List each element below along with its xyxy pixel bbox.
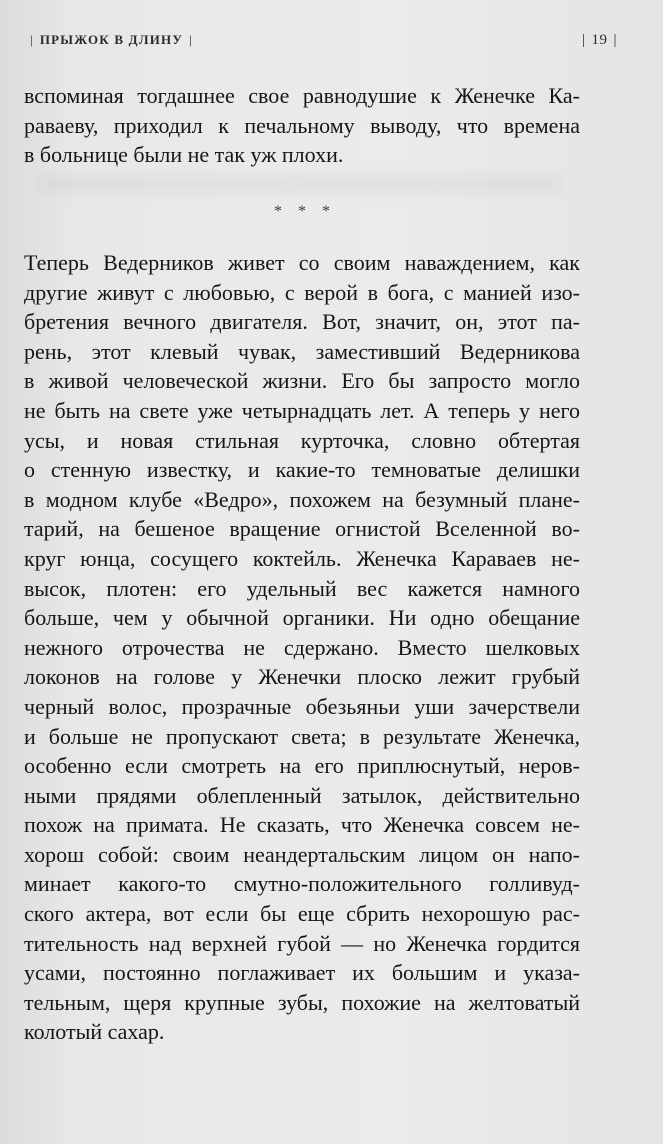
text-line: черный волос, прозрачные обезьяньи уши зачерствели	[24, 693, 580, 719]
text-line: усы, и новая стильная курточка, словно обтертая	[24, 427, 580, 453]
header-divider: |	[613, 32, 617, 48]
text-line: и больше не пропускают света; в результате Женечка,	[24, 723, 580, 749]
text-line: нежного отрочества не сдержано. Вместо шелковых	[24, 634, 580, 660]
text-line: хорош собой: своим неандертальским лицом он напо-	[24, 841, 580, 867]
text-line: больше, чем у обычной органики. Ни одно обещание	[24, 605, 580, 631]
text-line: похож на примата. Не сказать, что Женечка совсем не-	[24, 812, 580, 838]
text-line: в больнице были не так уж плохи.	[24, 142, 344, 168]
page-number-block	[576, 32, 623, 49]
text-line: бретения вечного двигателя. Вот, значит, он, этот па-	[24, 309, 580, 335]
bleed-through-shadow	[40, 176, 560, 192]
text-line: ными прядями облепленный затылок, действительно	[24, 782, 580, 808]
text-line: в модном клубе «Ведро», похожем на безумный плане-	[24, 486, 580, 512]
page-number: 19	[591, 32, 608, 48]
text-line: в живой человеческой жизни. Его бы запросто могло	[24, 368, 580, 394]
running-head	[24, 32, 623, 58]
text-line: минает какого-то смутно-положительного голливуд-	[24, 871, 580, 897]
text-line: тарий, на бешеное вращение огнистой Вселенной во-	[24, 516, 580, 542]
header-divider: |	[30, 32, 34, 47]
header-divider: |	[581, 32, 586, 48]
header-divider: |	[189, 32, 193, 47]
text-line: вспоминая тогдашнее свое равнодушие к Женечке Ка-	[24, 83, 580, 108]
text-line: ского актера, вот если бы еще сбрить нехорошую рас-	[24, 901, 580, 927]
text-line: рень, этот клевый чувак, заместивший Ведерникова	[24, 338, 580, 364]
text-line: особенно если смотреть на его приплюснутый, неров-	[24, 753, 580, 779]
text-line: другие живут с любовью, с верой в бога, с манией изо-	[24, 279, 580, 305]
text-line: не быть на свете уже четырнадцать лет. А теперь у него	[24, 397, 580, 423]
paragraph-continued	[24, 81, 580, 170]
text-line: колотый сахар.	[24, 1019, 165, 1045]
paragraph-main	[24, 248, 580, 1047]
text-line: круг юнца, сосущего коктейль. Женечка Караваев не-	[24, 545, 580, 571]
text-line: локонов на голове у Женечки плоско лежит грубый	[24, 664, 580, 690]
text-line: усами, постоянно поглаживает их большим и указа-	[24, 960, 580, 986]
running-title	[24, 32, 199, 48]
text-line: тительность над верхней губой — но Женечка гордится	[24, 930, 580, 956]
text-line: высок, плотен: его удельный вес кажется намного	[24, 575, 580, 601]
book-title: ПРЫЖОК В ДЛИНУ	[39, 32, 184, 47]
text-line: раваеву, приходил к печальному выводу, что времена	[24, 112, 580, 138]
text-line: о стенную известку, и какие-то темноватые делишки	[24, 457, 580, 483]
section-separator: * * *	[274, 203, 336, 220]
text-line: Теперь Ведерников живет со своим наваждением, как	[24, 250, 580, 275]
text-line: тельным, щеря крупные зубы, похожие на желтоватый	[24, 989, 580, 1015]
